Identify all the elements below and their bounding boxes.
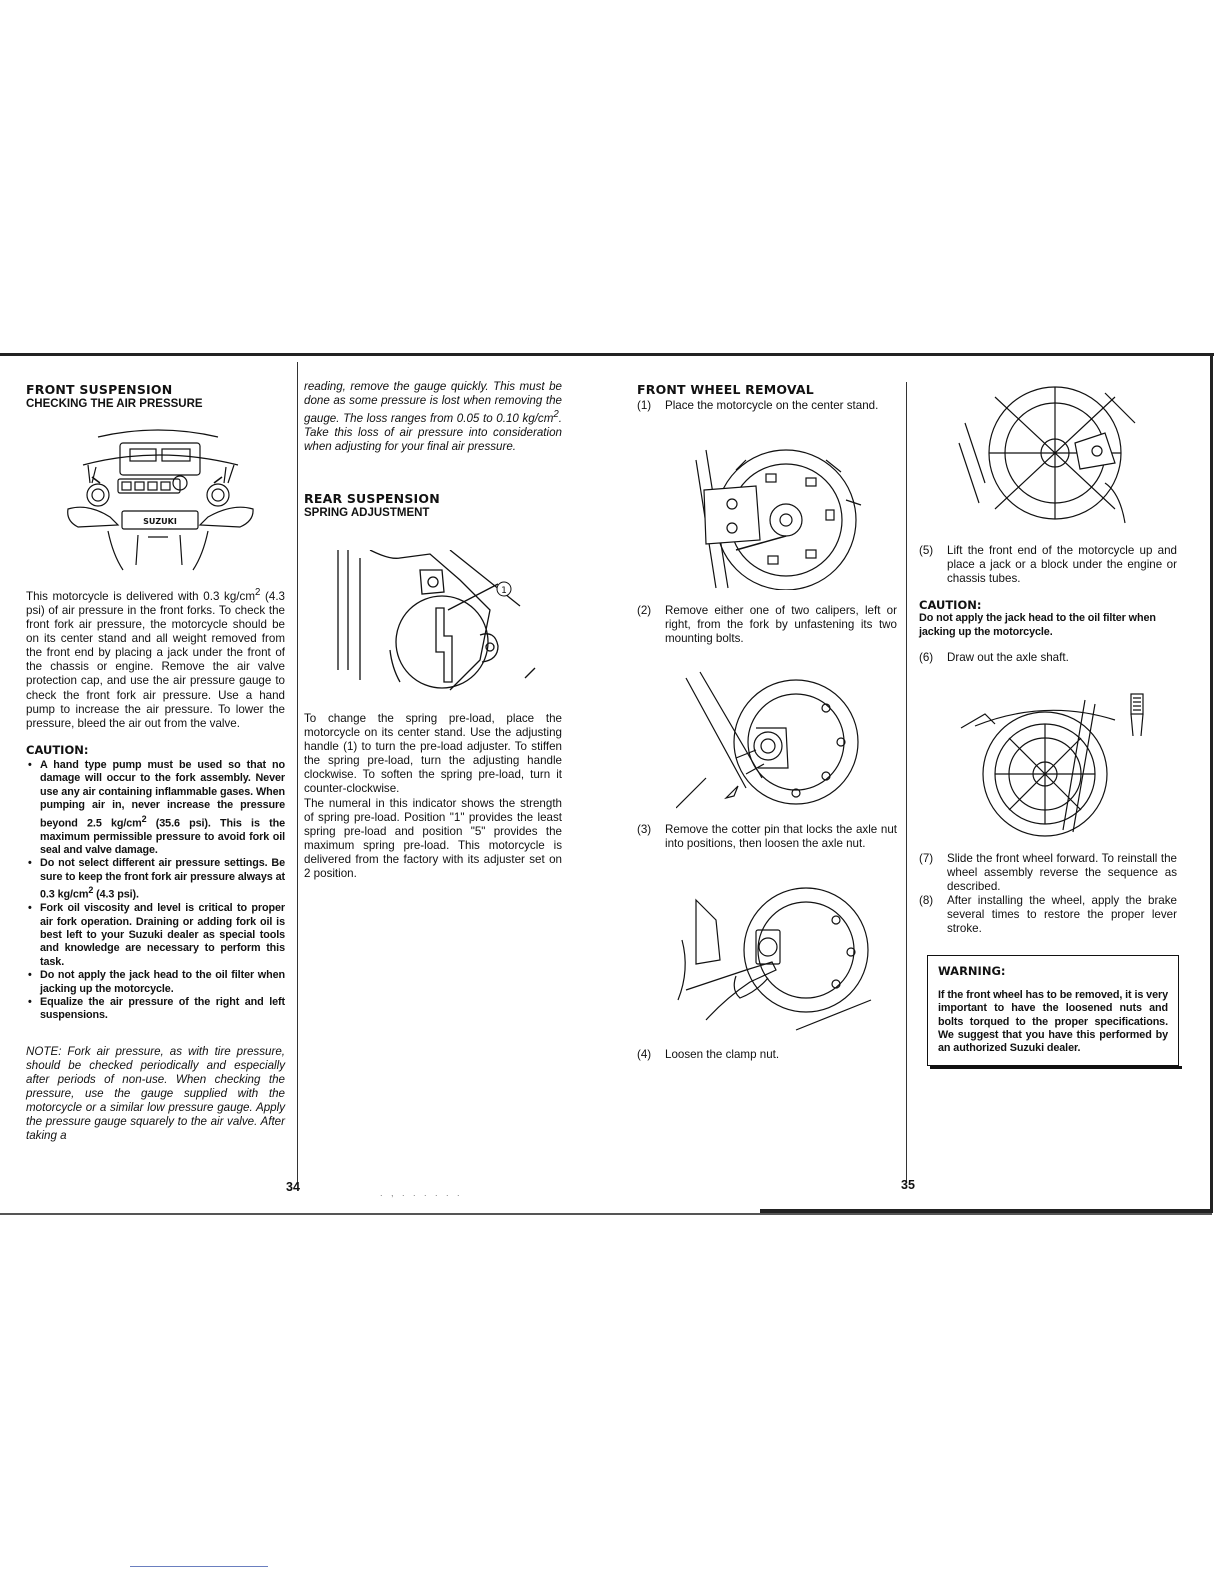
list-item: • Equalize the air pressure of the right and left suspensions. [26, 996, 285, 1023]
front-suspension-intro: This motorcycle is delivered with 0.3 $kg/cm^2$ (4.3 psi) of air pressure in the front forks. To check the front fork air pressure, the motorcycle should be on its center stand and all weight removed from the front end by placing a jack under the front of the chassis or engine. Remove the air valve protection cap, and use the air pressure gauge to check the front fork air pressure. Use a hand pump to increase the air pressure. To lower the pressure, bleed the air out from the valve. [26, 587, 285, 730]
page35-step4 [637, 1048, 897, 1062]
top-border-rule [0, 353, 1214, 356]
section-title-front-wheel-removal: FRONT WHEEL REMOVAL [637, 382, 814, 397]
warning-text: If the front wheel has to be removed, it is very important to have the loosened nuts and bolts torqued to the proper specifications. We suggest that you have this performed by an authorized Suzuki dealer. [938, 988, 1168, 1055]
page35-column2-bottom [919, 852, 1177, 937]
page35-step2 [637, 604, 897, 646]
caution-list-left [26, 759, 285, 1023]
page35-step3 [637, 823, 897, 851]
step-3: (3) Remove the cotter pin that locks the axle nut into positions, then loosen the axle nut. [637, 823, 897, 851]
stray-line [130, 1566, 268, 1567]
warning-box-shadow [930, 1066, 1182, 1069]
caution-heading-left: CAUTION: [26, 742, 89, 757]
page34-column1 [26, 383, 285, 411]
figure-spring-preload-adjuster [330, 550, 540, 698]
figure-axle-nut-loosen [676, 880, 876, 1035]
warning-box [927, 955, 1179, 1066]
page-number-35: 35 [901, 1178, 915, 1192]
step-1: (1) Place the motorcycle on the center stand. [637, 399, 879, 413]
page34-column2 [304, 380, 562, 521]
warning-heading: WARNING: [938, 964, 1006, 978]
page34-column2-body [304, 712, 562, 881]
page-number-34: 34 [286, 1180, 300, 1194]
caution-text-right: Do not apply the jack head to the oil filter when jacking up the motorcycle. [919, 612, 1156, 638]
step-4: (4) Loosen the clamp nut. [637, 1048, 780, 1061]
figure-center-stand-wheel [676, 440, 866, 590]
page34-column1-body [26, 586, 285, 1143]
figure-draw-axle-shaft [955, 690, 1145, 840]
callout-number: 1 [501, 586, 507, 596]
page35-column2 [919, 544, 1177, 665]
page35-column1 [637, 383, 897, 413]
section-title-front-suspension: FRONT SUSPENSION [26, 382, 173, 397]
right-border-rule [1210, 353, 1213, 1213]
column-divider-right [906, 382, 907, 1182]
step-6: (6) Draw out the axle shaft. [919, 651, 1069, 665]
section-title-rear-suspension: REAR SUSPENSION [304, 491, 440, 507]
step-8: (8) After installing the wheel, apply the brake several times to restore the proper lever stroke. [919, 894, 1177, 936]
subsection-title-air-pressure: CHECKING THE AIR PRESSURE [26, 398, 203, 411]
column-divider-left [297, 362, 298, 1182]
list-item: • Do not apply the jack head to the oil filter when jacking up the motorcycle. [26, 969, 285, 996]
subsection-title-spring-adjustment: SPRING ADJUSTMENT [304, 507, 430, 520]
list-item: • A hand type pump must be used so that no damage will occur to the fork assembly. Never use any air containing inflammable gases. When pumping air in, never increase the pressure beyond 2.5 $kg/cm^2$ (35.6 psi). This is the maximum permissible pressure to avoid fork oil seal and valve damage. [26, 759, 285, 857]
list-item: • Do not select different air pressure settings. Be sure to keep the front fork air pressure always at 0.3 $kg/cm^2$ (4.3 psi). [26, 857, 285, 902]
figure-caliper-removal [676, 668, 866, 810]
rear-suspension-text: To change the spring pre-load, place the motorcycle on its center stand. Use the adjusting handle (1) to turn the pre-load adjuster. To stiffen the spring pre-load, turn the adjusting handle clockwise. To soften the spring pre-load, turn it counter-clockwise. [304, 712, 562, 796]
bottom-border-shadow [760, 1209, 1212, 1213]
scan-specks: . , . . . . . . [380, 1188, 463, 1198]
rear-suspension-text-2: The numeral in this indicator shows the strength of spring pre-load. Position "1" provides the least spring pre-load and position "5" provides the maximum spring pre-load. This motorcycle is delivered from the factory with its adjuster set on 2 position. [304, 796, 562, 881]
list-item: • Fork oil viscosity and level is critical to proper air fork operation. Draining or adding fork oil is best left to your Suzuki dealer as special tools and knowledge are necessary to perform this task. [26, 902, 285, 969]
figure-logo-text: SUZUKI [143, 517, 177, 526]
note-fork-air-pressure: NOTE: Fork air pressure, as with tire pressure, should be checked periodically and especially after periods of non-use. When checking the pressure, use the gauge supplied with the motorcycle or a similar low pressure gauge. Apply the pressure gauge squarely to the air valve. After taking a [26, 1044, 285, 1143]
bottom-border-rule [0, 1213, 1212, 1215]
note-continued: reading, remove the gauge quickly. This must be done as some pressure is lost when removing the gauge. The loss ranges from 0.05 to 0.10 $kg/cm^2$. Take this loss of air pressure into consideration when adjusting for your final air pressure. [304, 380, 562, 454]
figure-jack-under-wheel [955, 383, 1140, 525]
step-5: (5) Lift the front end of the motorcycle up and place a jack or a block under the engine or chassis tubes. [919, 544, 1177, 586]
figure-handlebar-air-valves [58, 425, 263, 571]
step-7: (7) Slide the front wheel forward. To reinstall the wheel assembly reverse the sequence as described. [919, 852, 1177, 894]
step-2: (2) Remove either one of two calipers, left or right, from the fork by unfastening its two mounting bolts. [637, 604, 897, 646]
caution-heading-right: CAUTION: [919, 598, 982, 613]
